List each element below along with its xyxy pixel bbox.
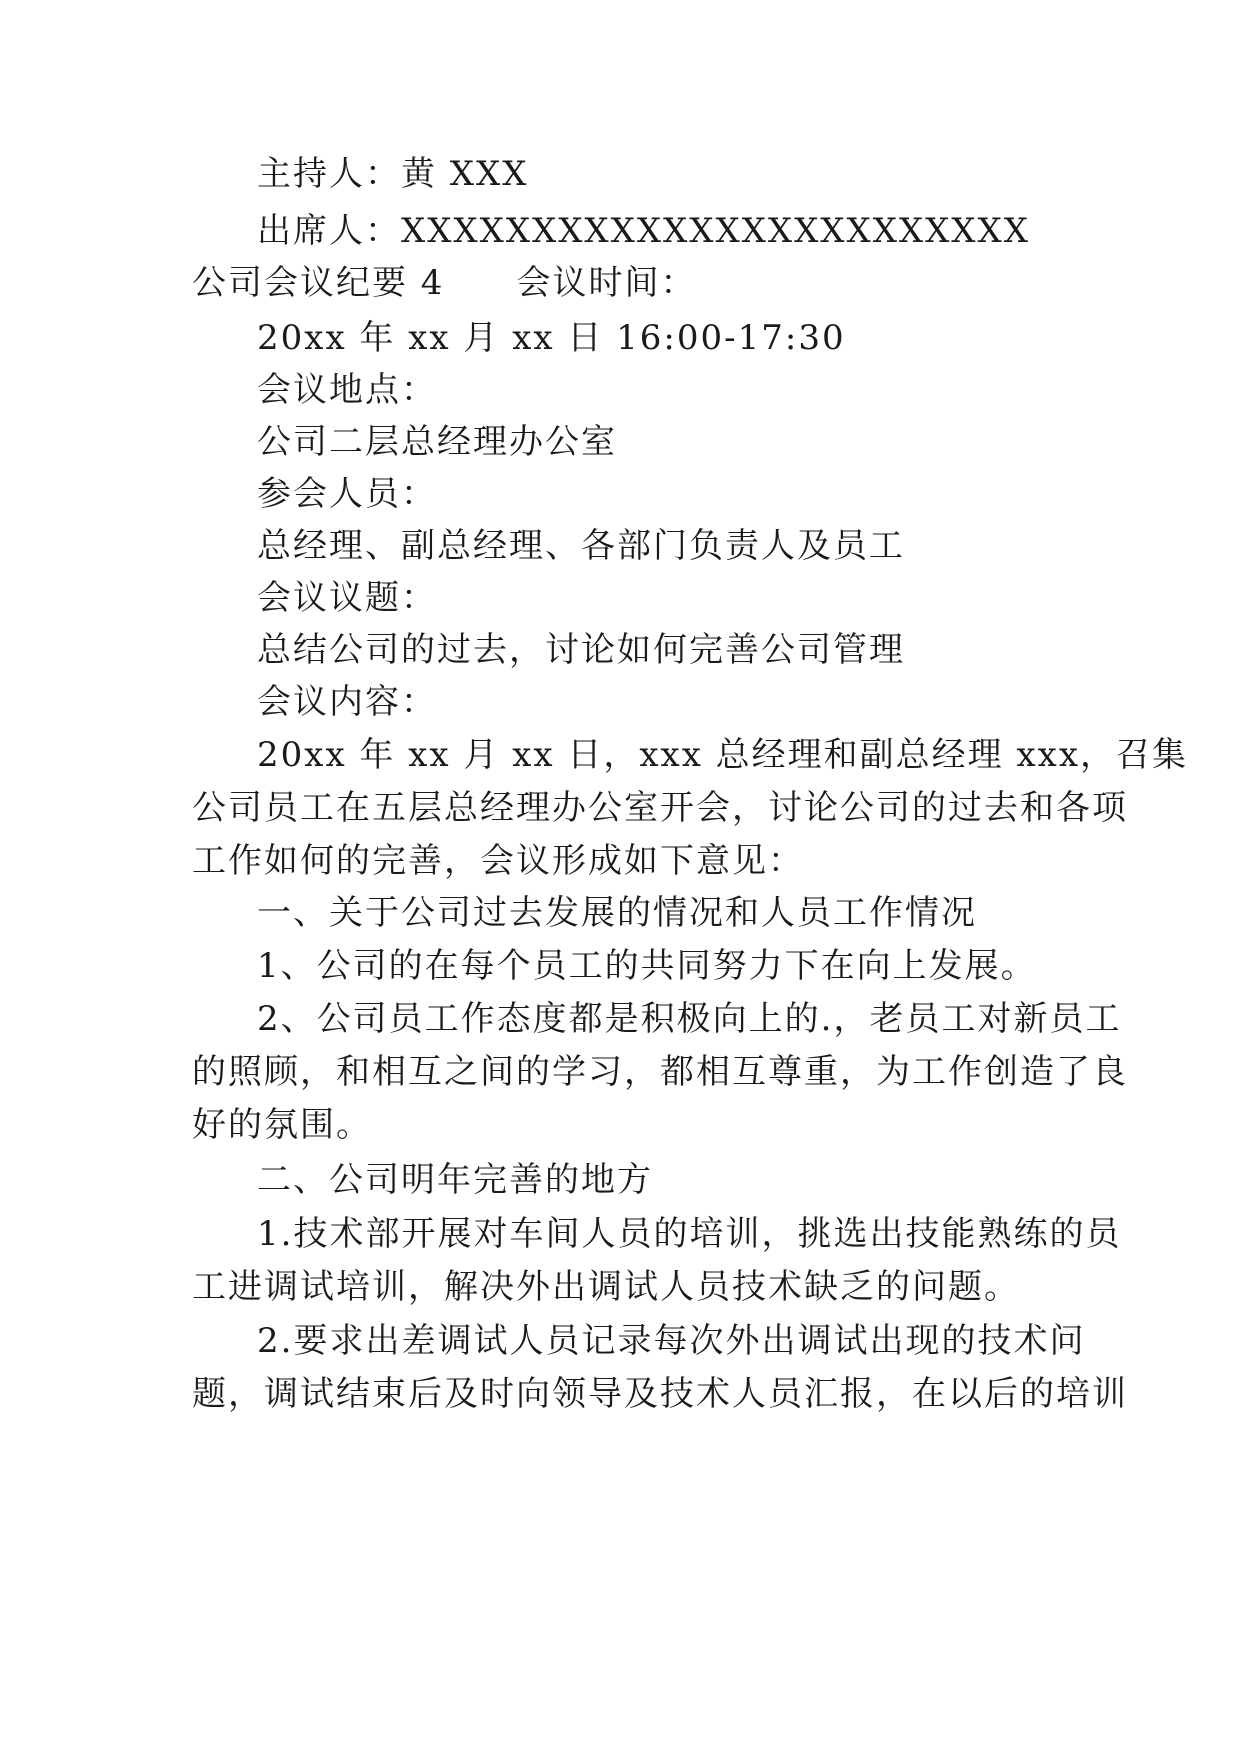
item-2-2-line-2: 题，调试结束后及时向领导及技术人员汇报，在以后的培训 bbox=[192, 1374, 1128, 1414]
section-heading-2: 二、公司明年完善的地方 bbox=[257, 1160, 653, 1200]
item-2-1-line-1: 1.技术部开展对车间人员的培训，挑选出技能熟练的员 bbox=[257, 1214, 1122, 1254]
content-label: 会议内容： bbox=[257, 682, 437, 722]
participants-label: 参会人员： bbox=[257, 474, 437, 514]
topic-label: 会议议题： bbox=[257, 578, 437, 618]
participants-value: 总经理、副总经理、各部门负责人及员工 bbox=[257, 526, 905, 566]
meeting-time-value: 20xx 年 xx 月 xx 日 16:00-17:30 bbox=[257, 318, 846, 358]
meeting-location-label: 会议地点： bbox=[257, 370, 437, 410]
minutes-title-line: 公司会议纪要 4 会议时间： bbox=[192, 263, 697, 303]
topic-value: 总结公司的过去，讨论如何完善公司管理 bbox=[257, 630, 905, 670]
item-1-2-line-2: 的照顾，和相互之间的学习，都相互尊重，为工作创造了良 bbox=[192, 1052, 1128, 1092]
content-paragraph-line-3: 工作如何的完善，会议形成如下意见： bbox=[192, 841, 804, 881]
content-paragraph-line-2: 公司员工在五层总经理办公室开会，讨论公司的过去和各项 bbox=[192, 788, 1128, 828]
meeting-location-value: 公司二层总经理办公室 bbox=[257, 422, 617, 462]
content-paragraph-line-1: 20xx 年 xx 月 xx 日，xxx 总经理和副总经理 xxx，召集 bbox=[257, 735, 1189, 775]
section-heading-1: 一、关于公司过去发展的情况和人员工作情况 bbox=[257, 893, 977, 933]
attendees-line: 出席人：XXXXXXXXXXXXXXXXXXXXXXXX bbox=[257, 211, 1030, 251]
item-2-2-line-1: 2.要求出差调试人员记录每次外出调试出现的技术问 bbox=[257, 1321, 1086, 1361]
item-2-1-line-2: 工进调试培训，解决外出调试人员技术缺乏的问题。 bbox=[192, 1267, 1020, 1307]
item-1-1: 1、公司的在每个员工的共同努力下在向上发展。 bbox=[257, 946, 1037, 986]
host-line: 主持人：黄 XXX bbox=[257, 154, 529, 194]
item-1-2-line-3: 好的氛围。 bbox=[192, 1105, 372, 1145]
item-1-2-line-1: 2、公司员工作态度都是积极向上的.，老员工对新员工 bbox=[257, 999, 1122, 1039]
